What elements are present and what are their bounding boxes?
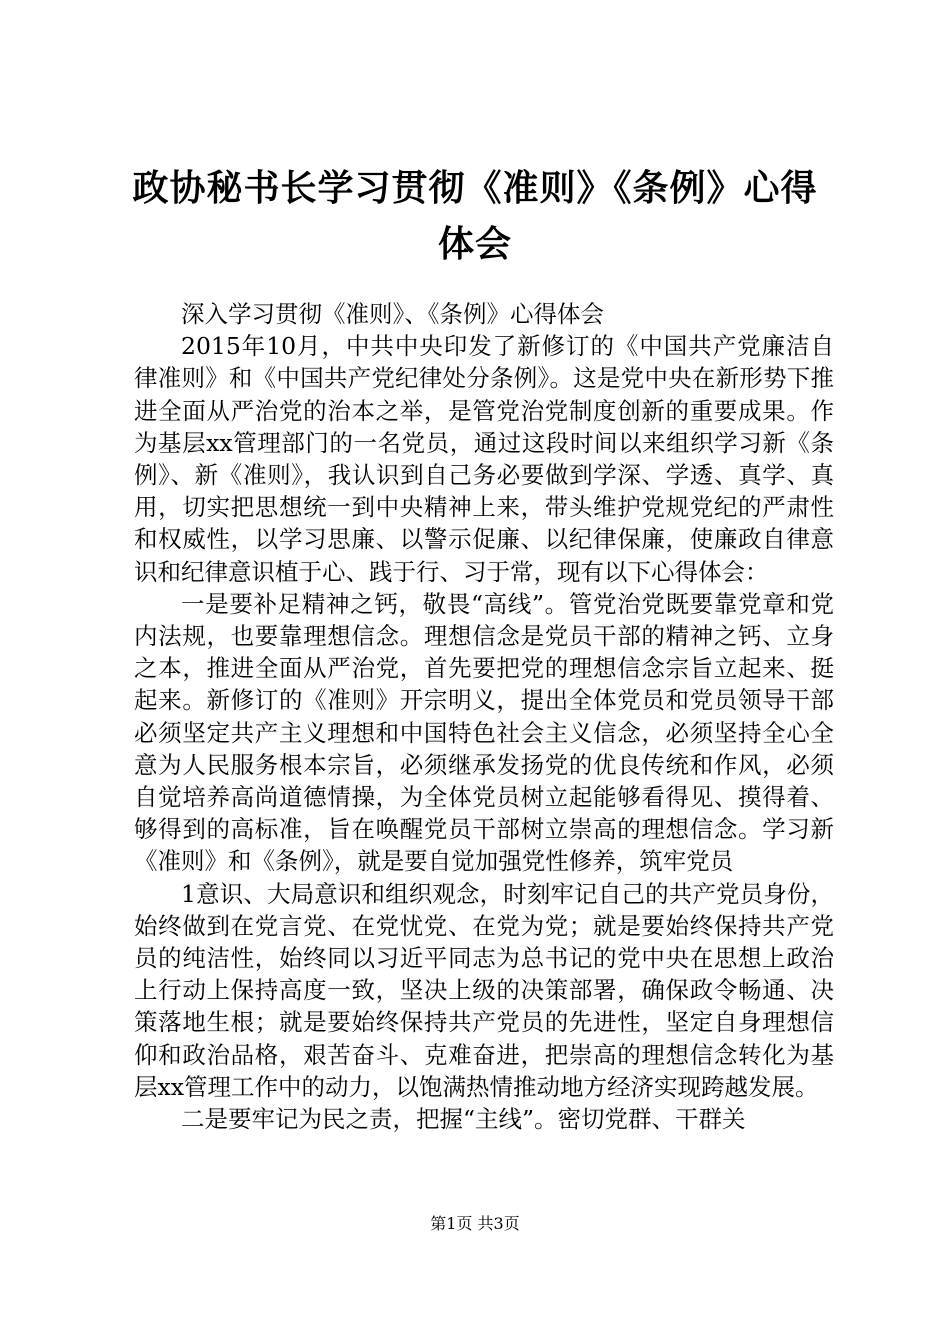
page-number-footer: 第1页 共3页 (430, 1214, 520, 1233)
subtitle-paragraph: 深入学习贯彻《准则》、《条例》心得体会 (181, 300, 604, 328)
body-paragraph: 二是要牢记为民之责，把握“主线”。密切党群、干群关 (181, 1105, 746, 1134)
document-title: 政协秘书长学习贯彻《准则》《条例》心得体会 (132, 167, 818, 265)
body-paragraph: 一是要补足精神之钙，敬畏“高线”。管党治党既要靠党章和党内法规，也要靠理想信念。理想信念是党员干部的精神之钙、立身之本，推进全面从严治党，首先要把党的理想信念宗旨立起来、挺起来。新修订的《准则》开宗明义，提出全体党员和党员领导干部必须坚定共产主义理想和中国特色社会主义信念，必须坚持全心全意为人民服务根本宗旨，必须继承发扬党的优良传统和作风，必须自觉培养高尚道德情操，为全体党员树立起能够看得见、摸得着、够得到的高标准，旨在唤醒党员干部树立崇高的理想信念。学习新《准则》和《条例》，就是要自觉加强党性修养，筑牢党员 (134, 589, 834, 876)
body-paragraph: 1意识、大局意识和组织观念，时刻牢记自己的共产党员身份，始终做到在党言党、在党忧党、在党为党；就是要始终保持共产党员的纯洁性，始终同以习近平同志为总书记的党中央在思想上政治上行动上保持高度一致，坚决上级的决策部署，确保政令畅通、决策落地生根；就是要始终保持共产党员的先进性，坚定自身理想信仰和政治品格，艰苦奋斗、克难奋进，把崇高的理想信念转化为基层xx管理工作中的动力，以饱满热情推动地方经济实现跨越发展。 (134, 879, 834, 1101)
document-body (134, 298, 834, 1135)
body-paragraph: 2015年10月，中共中央印发了新修订的《中国共产党廉洁自律准则》和《中国共产党纪律处分条例》。这是党中央在新形势下推进全面从严治党的治本之举，是管党治党制度创新的重要成果。作为基层xx管理部门的一名党员，通过这段时间以来组织学习新《条例》、新《准则》，我认识到自己务必要做到学深、学透、真学、真用，切实把思想统一到中央精神上来，带头维护党规党纪的严肃性和权威性，以学习思廉、以警示促廉、以纪律保廉，使廉政自律意识和纪律意识植于心、践于行、习于常，现有以下心得体会： (134, 332, 834, 586)
